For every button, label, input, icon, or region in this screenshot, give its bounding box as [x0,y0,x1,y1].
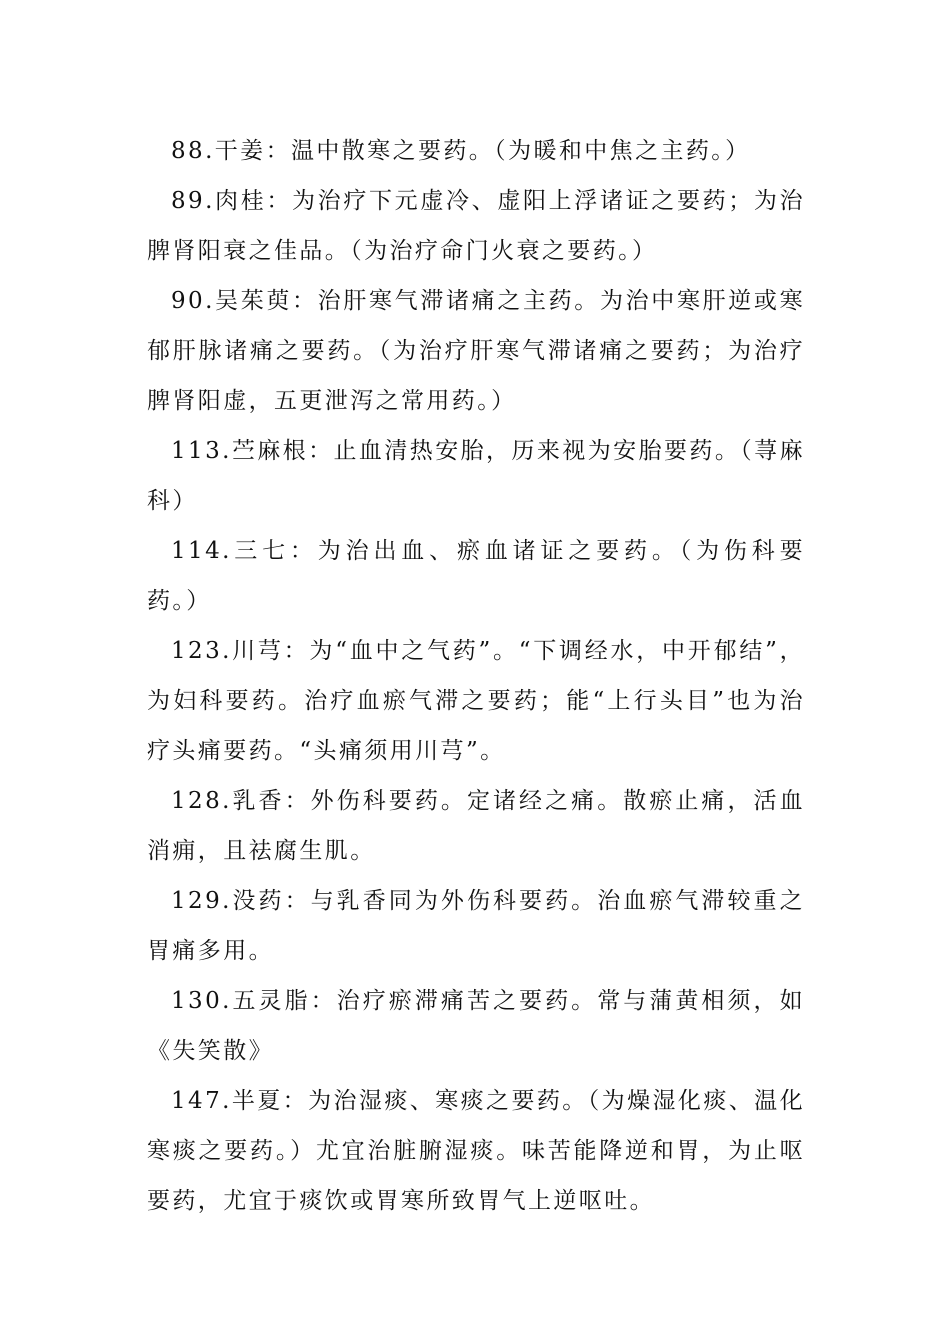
entry-89-rougui: 89.肉桂：为治疗下元虚冷、虚阳上浮诸证之要药；为治脾肾阳衰之佳品。（为治疗命门火衰之要药。） [147,188,805,264]
document-body [147,126,805,1226]
entry-90-wuzhuyu: 90.吴茱萸：治肝寒气滞诸痛之主药。为治中寒肝逆或寒郁肝脉诸痛之要药。（为治疗肝寒气滞诸痛之要药；为治疗脾肾阳虚，五更泄泻之常用药。） [147,288,805,414]
entry-113-zhumagen: 113.苎麻根：止血清热安胎，历来视为安胎要药。（荨麻科） [147,438,805,514]
entry-128-ruxiang: 128.乳香：外伤科要药。定诸经之痛。散瘀止痛，活血消痈，且祛腐生肌。 [147,788,805,864]
entry-129-moyao: 129.没药：与乳香同为外伤科要药。治血瘀气滞较重之胃痛多用。 [147,888,805,964]
entry-130-wulingzhi: 130.五灵脂：治疗瘀滞痛苦之要药。常与蒲黄相须，如《失笑散》 [147,988,805,1064]
entry-123-chuanxiong: 123.川芎：为“血中之气药”。“下调经水，中开郁结”，为妇科要药。治疗血瘀气滞之要药；能“上行头目”也为治疗头痛要药。“头痛须用川芎”。 [147,638,805,764]
entry-147-banxia: 147.半夏：为治湿痰、寒痰之要药。（为燥湿化痰、温化寒痰之要药。）尤宜治脏腑湿痰。味苦能降逆和胃，为止呕要药，尤宜于痰饮或胃寒所致胃气上逆呕吐。 [147,1088,805,1214]
entry-114-sanqi: 114.三七：为治出血、瘀血诸证之要药。（为伤科要药。） [147,538,805,614]
entry-88-ganjiang: 88.干姜：温中散寒之要药。（为暖和中焦之主药。） [171,138,751,164]
